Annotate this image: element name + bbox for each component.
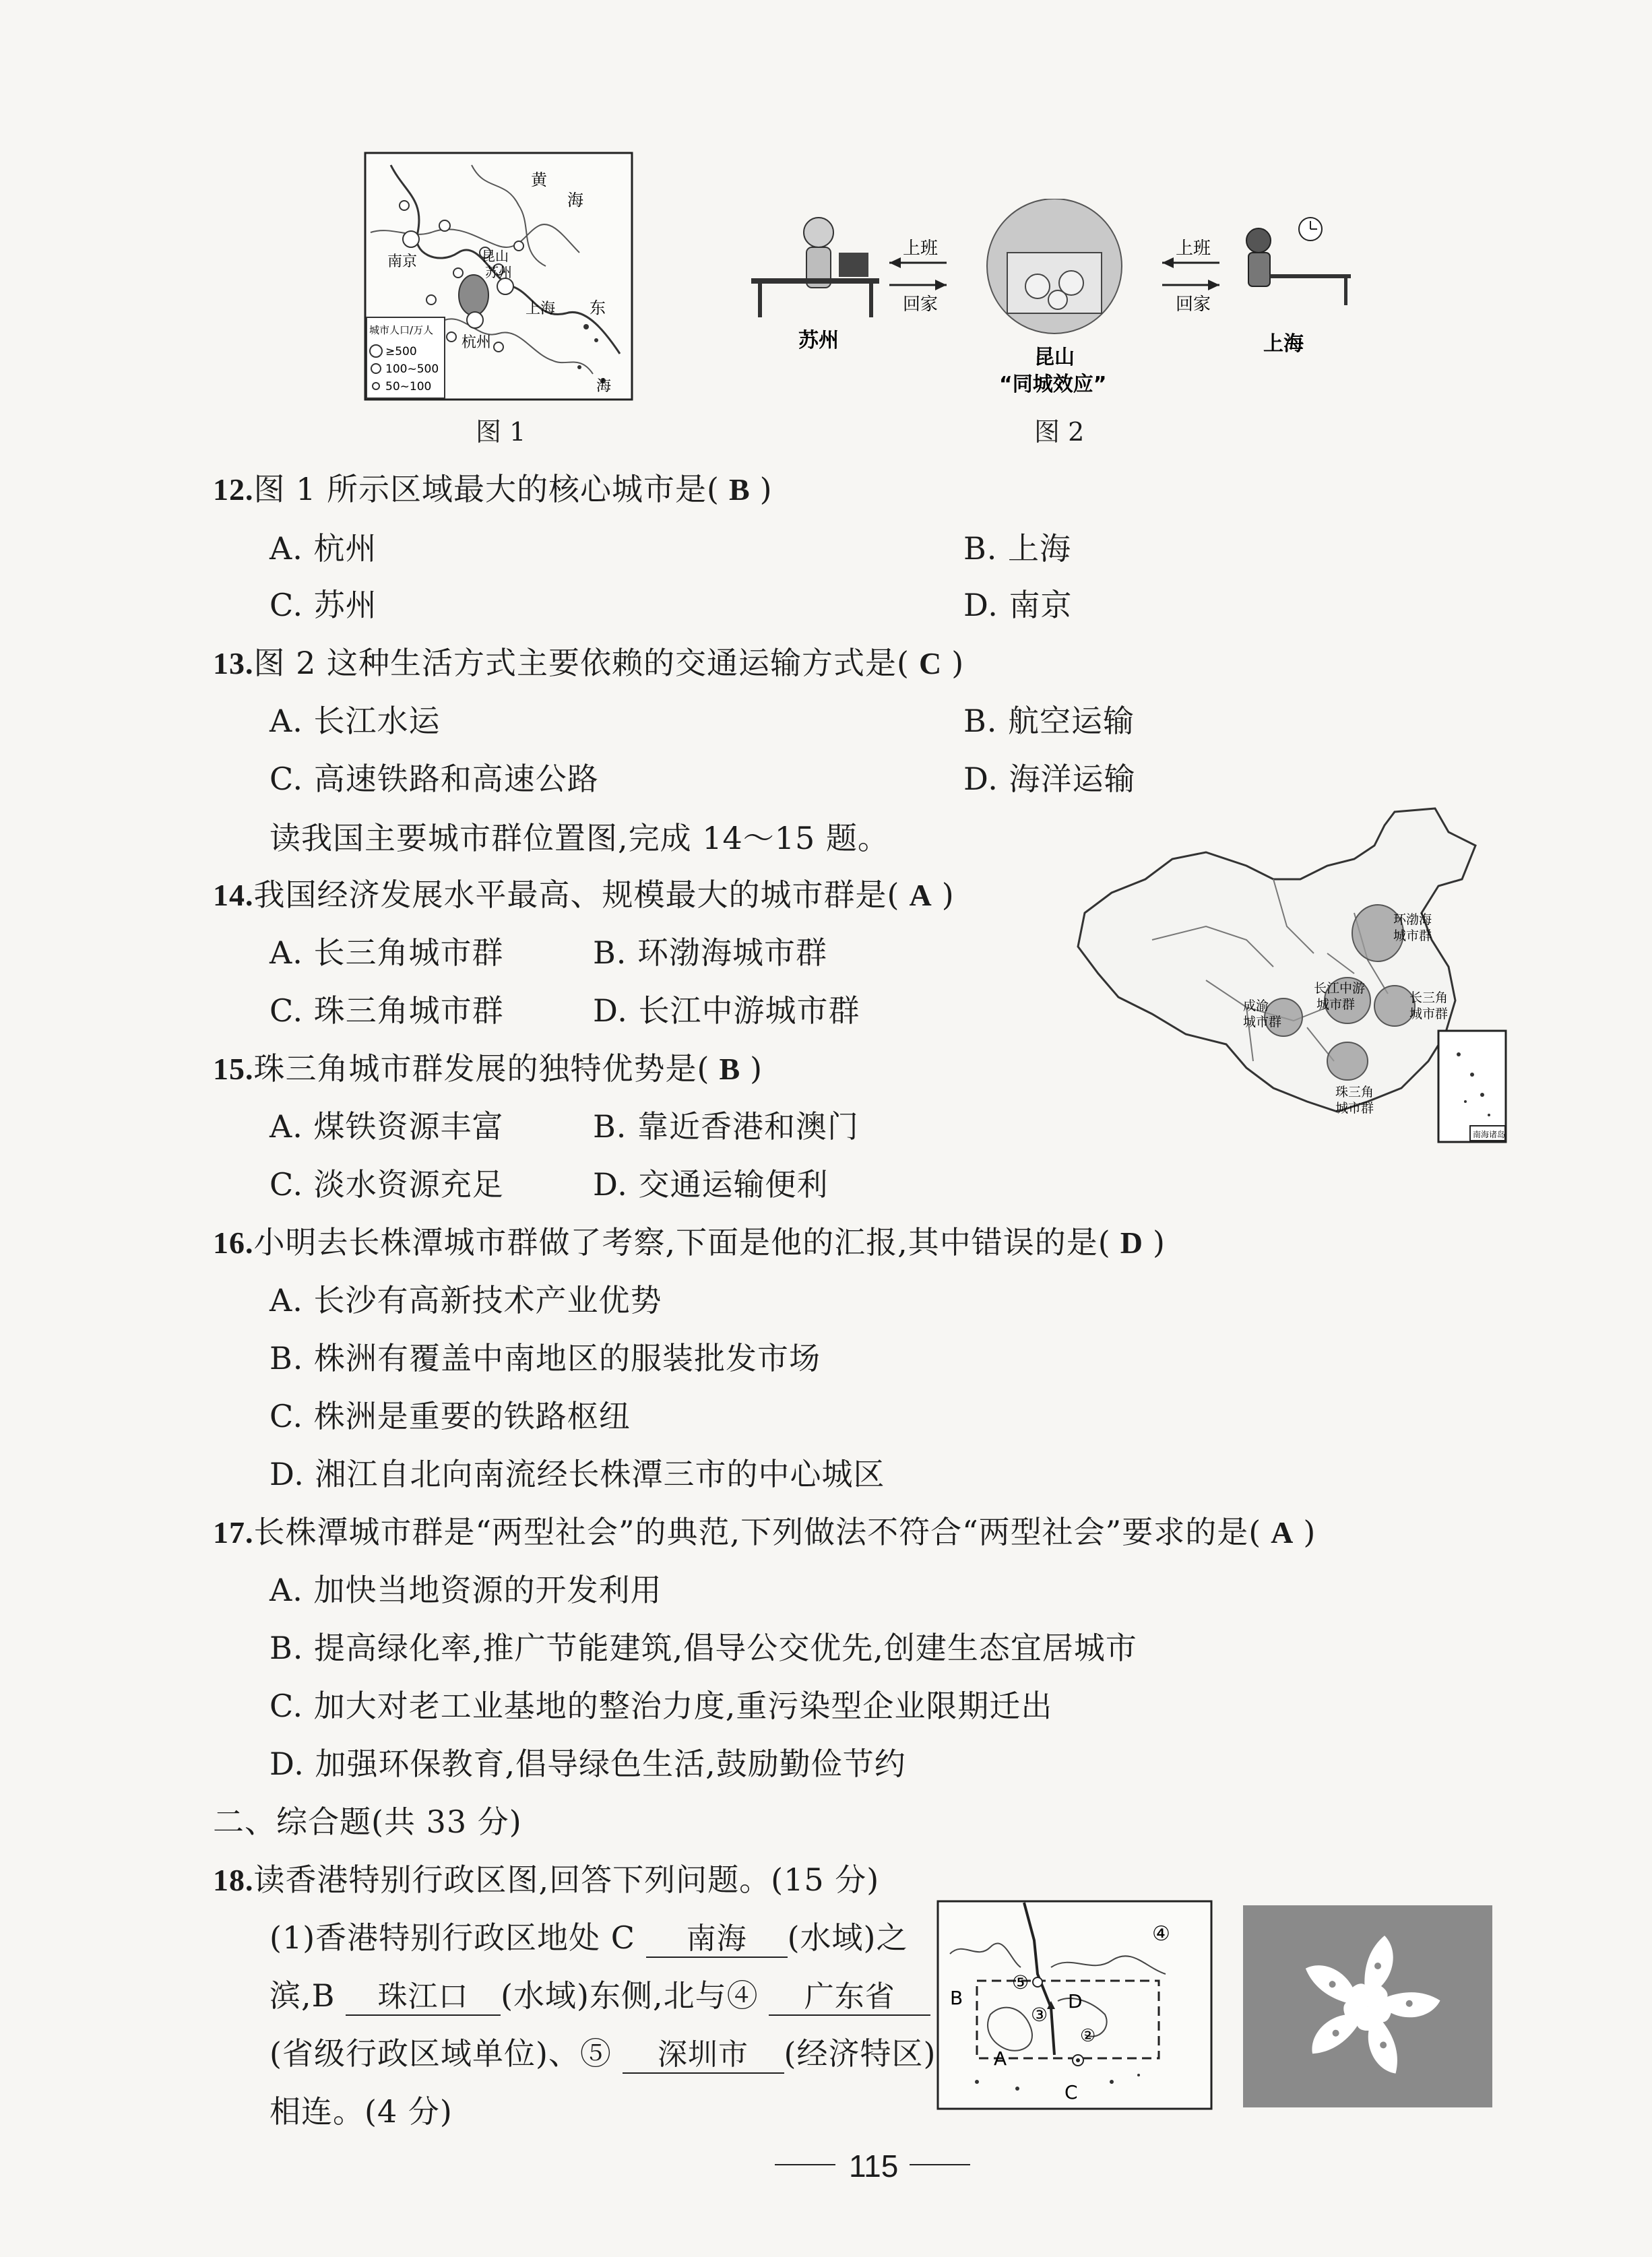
hk-label-b: B <box>950 1987 963 2009</box>
page-number-rule-right <box>910 2164 970 2165</box>
fig1-label-suzhou: 苏州 <box>485 264 512 280</box>
fig1-label-kunshan: 昆山 <box>482 248 509 264</box>
q18-line-2: 滨,B 珠江口 (水域)东侧,北与④ 广东省 <box>269 1971 930 2016</box>
suzhou-worker-icon <box>751 218 879 317</box>
q13-option-b: B. 航空运输 <box>963 703 1135 739</box>
fig1-legend-l2: 100~500 <box>385 362 439 376</box>
fig1-label-dong: 东 <box>590 298 606 317</box>
fig1-label-nanjing: 南京 <box>387 253 418 270</box>
blank-2: 珠江口 <box>346 1979 501 2016</box>
q16-option-d: D. 湘江自北向南流经长株潭三市的中心城区 <box>269 1456 885 1492</box>
fig2-arrow-left-top: 上班 <box>903 239 939 259</box>
fig2-city-shanghai: 上海 <box>1263 332 1304 356</box>
figure-1-caption: 图 1 <box>476 417 526 447</box>
fig2-arrow-left-bottom: 回家 <box>903 294 939 315</box>
answer-14: A <box>909 878 932 912</box>
question-17: 17.长株潭城市群是“两型社会”的典范,下列做法不符合“两型社会”要求的是( A ) <box>213 1514 1316 1550</box>
question-16: 16.小明去长株潭城市群做了考察,下面是他的汇报,其中错误的是( D ) <box>213 1224 1166 1261</box>
answer-12: B <box>728 472 751 507</box>
figure-2-illustration <box>751 199 1358 401</box>
blank-1: 南海 <box>646 1921 788 1958</box>
answer-17: A <box>1271 1515 1294 1550</box>
q18-line-3: (省级行政区域单位)、⑤ 深圳市 (经济特区) <box>269 2029 936 2074</box>
map-yangtze-delta-1: 长三角 <box>1409 990 1449 1005</box>
hk-label-4: ④ <box>1152 1922 1170 1946</box>
q15-option-b: B. 靠近香港和澳门 <box>593 1108 860 1145</box>
hk-label-c: C <box>1065 2081 1078 2103</box>
map-changjiang-mid-1: 长江中游 <box>1314 981 1366 996</box>
q17-option-c: C. 加大对老工业基地的整治力度,重污染型企业限期迁出 <box>269 1688 1053 1724</box>
q14-option-b: B. 环渤海城市群 <box>593 934 828 971</box>
answer-13: C <box>918 646 943 680</box>
map-inset-label: 南海诸岛 <box>1473 1130 1506 1139</box>
q12-option-a: A. 杭州 <box>269 530 377 567</box>
map-pearl-delta-2: 城市群 <box>1335 1101 1374 1116</box>
q18-line-1: (1)香港特别行政区地处 C 南海 (水域)之 <box>269 1913 908 1958</box>
hk-label-a: A <box>994 2047 1007 2070</box>
question-14: 14.我国经济发展水平最高、规模最大的城市群是( A ) <box>213 877 955 913</box>
map-yangtze-delta-2: 城市群 <box>1409 1007 1449 1021</box>
section-2-heading: 二、综合题(共 33 分) <box>213 1804 522 1840</box>
q14-option-d: D. 长江中游城市群 <box>593 992 860 1029</box>
q14-option-c: C. 珠三角城市群 <box>269 992 504 1029</box>
fig1-label-hangzhou: 杭州 <box>462 334 492 351</box>
hk-label-3: ③ <box>1031 2004 1048 2026</box>
fig2-city-suzhou: 苏州 <box>798 329 839 352</box>
q17-option-a: A. 加快当地资源的开发利用 <box>269 1572 662 1608</box>
q13-option-d: D. 海洋运输 <box>963 761 1136 797</box>
fig2-arrow-right-bottom: 回家 <box>1176 294 1211 315</box>
q14-option-a: A. 长三角城市群 <box>269 934 504 971</box>
blank-3: 广东省 <box>769 1979 930 2016</box>
q15-option-d: D. 交通运输便利 <box>593 1166 829 1203</box>
answer-15: B <box>719 1052 741 1086</box>
intro-14-15: 读我国主要城市群位置图,完成 14～15 题。 <box>269 820 889 856</box>
fig2-center-label: “同城效应” <box>999 373 1107 396</box>
q16-option-a: A. 长沙有高新技术产业优势 <box>269 1282 662 1318</box>
q18-line-4: 相连。(4 分) <box>269 2093 453 2130</box>
fig1-legend-l1: ≥500 <box>385 345 417 358</box>
map-bohai-1: 环渤海 <box>1393 912 1432 927</box>
question-15: 15.珠三角城市群发展的独特优势是( B ) <box>213 1050 763 1087</box>
map-chengyu-2: 城市群 <box>1243 1015 1282 1029</box>
fig1-label-hai: 海 <box>567 191 583 210</box>
q12-option-c: C. 苏州 <box>269 587 377 623</box>
map-changjiang-mid-2: 城市群 <box>1316 997 1356 1012</box>
blank-4: 深圳市 <box>623 2037 784 2074</box>
q15-option-a: A. 煤铁资源丰富 <box>269 1108 504 1145</box>
page-number: 115 <box>849 2149 899 2184</box>
q17-option-b: B. 提高绿化率,推广节能建筑,倡导公交优先,创建生态宜居城市 <box>269 1630 1137 1666</box>
shanghai-worker-icon <box>1246 218 1351 305</box>
hk-label-5: ⑤ <box>1012 1971 1029 1994</box>
hk-label-2: ② <box>1080 2026 1096 2046</box>
fig2-arrow-right-top: 上班 <box>1176 239 1211 259</box>
fig1-legend-title: 城市人口/万人 <box>369 324 434 336</box>
fig1-label-huang: 黄 <box>531 170 547 189</box>
hong-kong-flag <box>1243 1905 1492 2107</box>
question-18: 18.读香港特别行政区图,回答下列问题。(15 分) <box>213 1862 880 1898</box>
map-chengyu-1: 成渝 <box>1243 998 1269 1013</box>
fig1-legend-l3: 50~100 <box>385 380 432 393</box>
figure-2-caption: 图 2 <box>1034 417 1085 447</box>
q16-option-b: B. 株洲有覆盖中南地区的服装批发市场 <box>269 1340 821 1376</box>
q13-option-a: A. 长江水运 <box>269 703 441 739</box>
question-13: 13.图 2 这种生活方式主要依赖的交通运输方式是( C ) <box>213 645 965 681</box>
map-bohai-2: 城市群 <box>1393 928 1432 943</box>
q17-option-d: D. 加强环保教育,倡导绿色生活,鼓励勤俭节约 <box>269 1746 906 1782</box>
hong-kong-map <box>936 1900 1213 2110</box>
figure-1-map <box>364 152 633 401</box>
china-city-clusters-map <box>1071 805 1509 1162</box>
hk-label-d: D <box>1068 1990 1083 2012</box>
q15-option-c: C. 淡水资源充足 <box>269 1166 504 1203</box>
question-12: 12.图 1 所示区域最大的核心城市是( B ) <box>213 471 773 507</box>
page-number-rule-left <box>775 2164 835 2165</box>
q13-option-c: C. 高速铁路和高速公路 <box>269 761 599 797</box>
fig1-label-hai-east: 海 <box>596 378 612 395</box>
q12-option-b: B. 上海 <box>963 530 1072 567</box>
q12-option-d: D. 南京 <box>963 587 1073 623</box>
fig2-city-kunshan: 昆山 <box>1034 346 1075 369</box>
answer-16: D <box>1120 1226 1143 1260</box>
q16-option-c: C. 株洲是重要的铁路枢纽 <box>269 1398 631 1434</box>
fig1-label-shanghai: 上海 <box>526 300 556 317</box>
map-pearl-delta-1: 珠三角 <box>1335 1085 1374 1100</box>
